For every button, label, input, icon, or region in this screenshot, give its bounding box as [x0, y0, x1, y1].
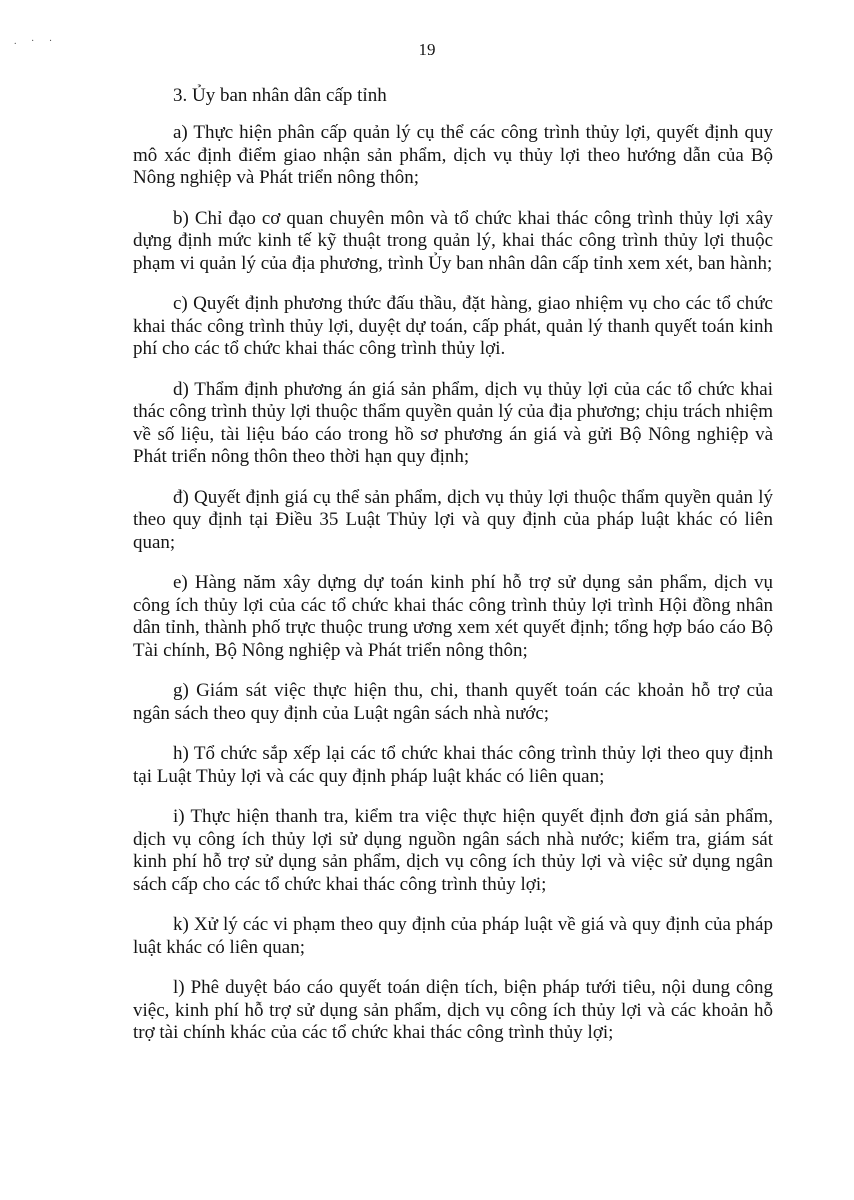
- paragraph-h: h) Tổ chức sắp xếp lại các tổ chức khai thác công trình thủy lợi theo quy định tại Luật Thủy lợi và các quy định pháp luật khác có liên quan;: [133, 743, 773, 787]
- paragraph-b: b) Chỉ đạo cơ quan chuyên môn và tổ chức khai thác công trình thủy lợi xây dựng định mức kinh tế kỹ thuật trong quản lý, khai thác công trình thủy lợi thuộc phạm vi quản lý của địa phương, trình Ủy ban nhân dân cấp tỉnh xem xét, ban hành;: [133, 207, 773, 274]
- paragraph-d: d) Thẩm định phương án giá sản phẩm, dịch vụ thủy lợi của các tổ chức khai thác công trình thủy lợi thuộc thẩm quyền quản lý của địa phương; chịu trách nhiệm về số liệu, tài liệu báo cáo trong hồ sơ phương án giá và gửi Bộ Nông nghiệp và Phát triển nông thôn theo thời hạn quy định;: [133, 378, 773, 467]
- paragraph-dd: đ) Quyết định giá cụ thể sản phẩm, dịch vụ thủy lợi thuộc thẩm quyền quản lý theo quy định tại Điều 35 Luật Thủy lợi và quy định của pháp luật khác có liên quan;: [133, 486, 773, 553]
- paragraph-e: e) Hàng năm xây dựng dự toán kinh phí hỗ trợ sử dụng sản phẩm, dịch vụ công ích thủy lợi của các tổ chức khai thác công trình thủy lợi trình Hội đồng nhân dân tỉnh, thành phố trực thuộc trung ương xem xét quyết định; tổng hợp báo cáo Bộ Tài chính, Bộ Nông nghiệp và Phát triển nông thôn;: [133, 572, 773, 661]
- paragraph-k: k) Xử lý các vi phạm theo quy định của pháp luật về giá và quy định của pháp luật khác có liên quan;: [133, 914, 773, 958]
- page-number: 19: [418, 40, 436, 59]
- paragraph-i: i) Thực hiện thanh tra, kiểm tra việc thực hiện quyết định đơn giá sản phẩm, dịch vụ công ích thủy lợi sử dụng nguồn ngân sách nhà nước; kiểm tra, giám sát kinh phí hỗ trợ sử dụng sản phẩm, dịch vụ công ích thủy lợi và việc sử dụng ngân sách cấp cho các tổ chức khai thác công trình thủy lợi;: [133, 806, 773, 895]
- section-heading: 3. Ủy ban nhân dân cấp tỉnh: [173, 85, 387, 106]
- paragraph-g: g) Giám sát việc thực hiện thu, chi, thanh quyết toán các khoản hỗ trợ của ngân sách theo quy định của Luật ngân sách nhà nước;: [133, 680, 773, 724]
- paragraph-l: l) Phê duyệt báo cáo quyết toán diện tích, biện pháp tưới tiêu, nội dung công việc, kinh phí hỗ trợ sử dụng sản phẩm, dịch vụ công ích thủy lợi và các khoản hỗ trợ tài chính khác của các tổ chức khai thác công trình thủy lợi;: [133, 977, 773, 1043]
- paragraph-a: a) Thực hiện phân cấp quản lý cụ thể các công trình thủy lợi, quyết định quy mô xác định điểm giao nhận sản phẩm, dịch vụ thủy lợi theo hướng dẫn của Bộ Nông nghiệp và Phát triển nông thôn;: [133, 122, 773, 188]
- paragraph-c: c) Quyết định phương thức đấu thầu, đặt hàng, giao nhiệm vụ cho các tổ chức khai thác công trình thủy lợi, duyệt dự toán, cấp phát, quản lý thanh quyết toán kinh phí cho các tổ chức khai thác công trình thủy lợi.: [133, 293, 773, 359]
- document-body: [133, 84, 773, 1063]
- scan-specks: . · ·: [14, 36, 59, 47]
